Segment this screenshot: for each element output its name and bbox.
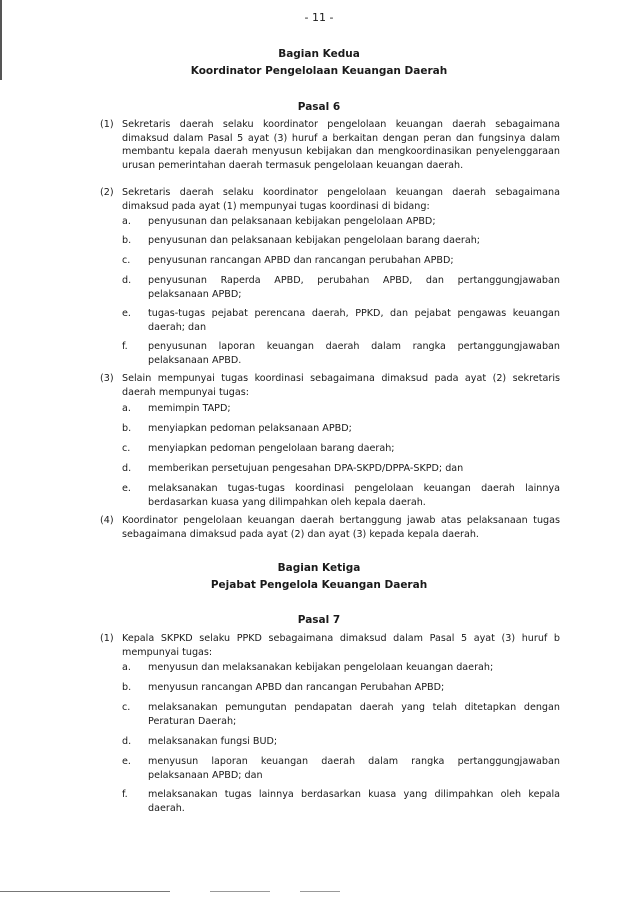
clause-number: (2) — [100, 187, 114, 198]
clause-number: (4) — [100, 515, 114, 526]
list-item: melaksanakan tugas-tugas koordinasi pengelolaan keuangan daerah lainnya berdasarkan kuasa yang dilimpahkan oleh kepala daerah. — [148, 483, 560, 508]
scan-bottom-line — [0, 891, 170, 892]
list-item: penyusunan Raperda APBD, perubahan APBD, dan pertanggungjawaban pelaksanaan APBD; — [148, 275, 560, 300]
item-label: c. — [122, 255, 131, 266]
list-item: menyiapkan pedoman pelaksanaan APBD; — [148, 423, 352, 434]
clause-number: (1) — [100, 119, 114, 130]
item-label: a. — [122, 662, 131, 673]
list-item: tugas-tugas pejabat perencana daerah, PPKD, dan pejabat pengawas keuangan daerah; dan — [148, 308, 560, 333]
article-title: Pasal 6 — [297, 101, 341, 113]
list-item: penyusunan rancangan APBD dan rancangan perubahan APBD; — [148, 255, 454, 266]
item-label: d. — [122, 463, 132, 474]
list-item: menyusun dan melaksanakan kebijakan pengelolaan keuangan daerah; — [148, 662, 494, 673]
list-item: penyusunan dan pelaksanaan kebijakan pengelolaan barang daerah; — [148, 235, 481, 246]
item-label: d. — [122, 736, 132, 747]
list-item: melaksanakan pemungutan pendapatan daerah yang telah ditetapkan dengan Peraturan Daerah; — [148, 702, 560, 727]
list-item: menyusun laporan keuangan daerah dalam rangka pertanggungjawaban pelaksanaan APBD; dan — [148, 756, 560, 781]
scan-bottom-dash — [300, 891, 340, 892]
clause-text: Selain mempunyai tugas koordinasi sebagaimana dimaksud pada ayat (2) sekretaris daerah mempunyai tugas: — [122, 373, 560, 398]
clause-text: Sekretaris daerah selaku koordinator pengelolaan keuangan daerah sebagaimana dimaksud dalam Pasal 5 ayat (3) huruf a berkaitan dengan peran dan fungsinya dalam membantu kepala daerah menyusun kebijakan dan mengkoordinasikan penyelenggaraan urusan pemerintahan daerah termasuk pengelolaan keuangan daerah. — [122, 119, 560, 171]
clause-number: (1) — [100, 633, 114, 644]
clause-number: (3) — [100, 373, 114, 384]
item-label: c. — [122, 702, 131, 713]
list-item: penyusunan laporan keuangan daerah dalam rangka pertanggungjawaban pelaksanaan APBD. — [148, 341, 560, 366]
list-item: melaksanakan tugas lainnya berdasarkan kuasa yang dilimpahkan oleh kepala daerah. — [148, 789, 560, 814]
item-label: b. — [122, 235, 132, 246]
item-label: a. — [122, 216, 131, 227]
item-label: d. — [122, 275, 132, 286]
item-label: f. — [122, 789, 128, 800]
scan-bottom-dash — [210, 891, 270, 892]
clause-text: Koordinator pengelolaan keuangan daerah bertanggung jawab atas pelaksanaan tugas sebagaimana dimaksud pada ayat (2) dan ayat (3) kepada kepala daerah. — [122, 515, 560, 540]
list-item: menyusun rancangan APBD dan rancangan Perubahan APBD; — [148, 682, 445, 693]
list-item: memberikan persetujuan pengesahan DPA-SKPD/DPPA-SKPD; dan — [148, 463, 464, 474]
list-item: memimpin TAPD; — [148, 403, 231, 414]
section-title: Bagian Kedua — [278, 48, 360, 60]
item-label: b. — [122, 423, 132, 434]
section-subtitle: Koordinator Pengelolaan Keuangan Daerah — [190, 65, 448, 77]
item-label: e. — [122, 756, 131, 767]
section-title: Bagian Ketiga — [277, 562, 361, 574]
item-label: e. — [122, 308, 131, 319]
list-item: penyusunan dan pelaksanaan kebijakan pengelolaan APBD; — [148, 216, 436, 227]
list-item: melaksanakan fungsi BUD; — [148, 736, 278, 747]
item-label: c. — [122, 443, 131, 454]
item-label: a. — [122, 403, 131, 414]
list-item: menyiapkan pedoman pengelolaan barang daerah; — [148, 443, 395, 454]
item-label: f. — [122, 341, 128, 352]
section-subtitle: Pejabat Pengelola Keuangan Daerah — [210, 579, 428, 591]
item-label: b. — [122, 682, 132, 693]
item-label: e. — [122, 483, 131, 494]
clause-text: Sekretaris daerah selaku koordinator pengelolaan keuangan daerah sebagaimana dimaksud pada ayat (1) mempunyai tugas koordinasi di bidang: — [122, 187, 560, 212]
clause-text: Kepala SKPKD selaku PPKD sebagaimana dimaksud dalam Pasal 5 ayat (3) huruf b mempunyai tugas: — [122, 633, 560, 658]
article-title: Pasal 7 — [297, 614, 341, 626]
page-number: - 11 - — [304, 11, 334, 24]
